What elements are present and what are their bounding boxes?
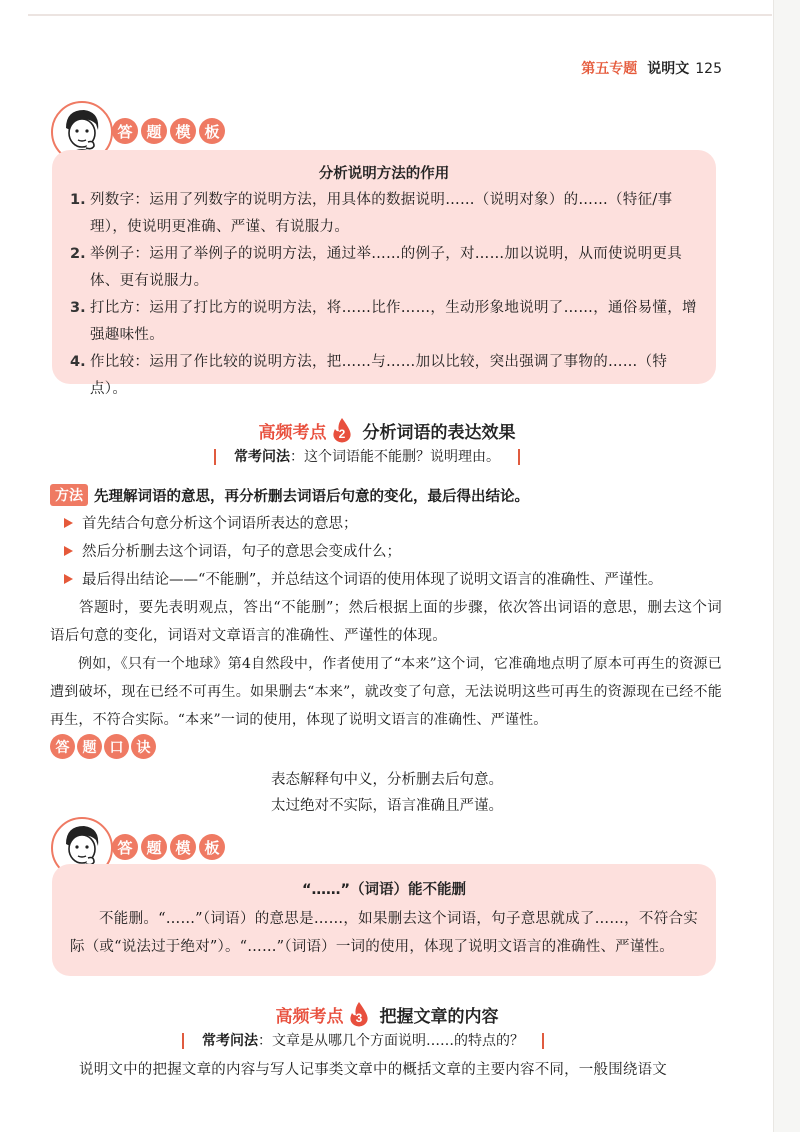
bullet-item: [64, 568, 662, 589]
template-title: 分析说明方法的作用: [318, 166, 450, 182]
item-number: 1.: [70, 192, 86, 208]
key-point-label: 高频考点: [258, 423, 327, 443]
key-point-label: 高频考点: [275, 1007, 344, 1027]
template-item: [70, 295, 698, 349]
page-number: 125: [695, 61, 722, 77]
badge-char: 题: [141, 118, 167, 144]
triangle-bullet-icon: [64, 546, 73, 556]
item-text: 打比方：运用了打比方的说明方法，将……比作……，生动形象地说明了……，通俗易懂，增强趣味性。: [90, 300, 697, 343]
bar-right: [542, 1033, 544, 1049]
flame-icon: [331, 417, 353, 443]
item-number: 2.: [70, 246, 86, 262]
template-box-2: [52, 864, 716, 976]
badge-char: 模: [170, 834, 196, 860]
bullet-text: 然后分析删去这个词语，句子的意思会变成什么；: [82, 544, 401, 560]
key-point-2-heading: [0, 412, 774, 443]
badge-char: 模: [170, 118, 196, 144]
question-label: 常考问法: [234, 449, 290, 465]
key-point-3-heading: [0, 996, 774, 1027]
item-text: 举例子：运用了举例子的说明方法，通过举……的例子，对……加以说明，从而使说明更具体、更有说服力。: [90, 246, 682, 289]
item-number: 4.: [70, 354, 86, 370]
badge-char: 答: [112, 834, 138, 860]
paragraph-example: 例如，《只有一个地球》第4自然段中，作者使用了“本来”这个词，它准确地点明了原本可再生的资源已遭到破坏，现在已经不可再生。如果删去“本来”，就改变了句意，无法说明这些可再生的资源现在已经不能再生，不符合实际。“本来”一词的使用，体现了说明文语言的准确性、严谨性。: [50, 656, 722, 728]
badge-char: 口: [104, 734, 129, 759]
bullet-item: [64, 540, 401, 561]
template-item: [70, 241, 698, 295]
paragraph-content-intro: 说明文中的把握文章的内容与写人记事类文章中的概括文章的主要内容不同，一般围绕语文: [79, 1062, 667, 1078]
method-tag: 方法: [50, 484, 88, 506]
key-point-number: 3: [355, 1011, 362, 1025]
template-box-1: [52, 150, 716, 397]
question-label: 常考问法: [202, 1033, 258, 1049]
paragraph-answer-tip: 答题时，要先表明观点，答出“不能删”；然后根据上面的步骤，依次答出词语的意思，删去这个词语后句意的变化，词语对文章语言的准确性、严谨性的体现。: [50, 600, 722, 644]
top-divider: [28, 14, 772, 16]
badge-char: 板: [199, 834, 225, 860]
bar-left: [182, 1033, 184, 1049]
template-item: [70, 187, 698, 241]
item-text: 作比较：运用了作比较的说明方法，把……与……加以比较，突出强调了事物的……（特点）。: [90, 354, 668, 397]
triangle-bullet-icon: [64, 574, 73, 584]
item-number: 3.: [70, 300, 86, 316]
rhyme-line: 表态解释句中义，分析删去后句意。: [271, 772, 503, 788]
badge-char: 板: [199, 118, 225, 144]
triangle-bullet-icon: [64, 518, 73, 528]
bullet-text: 首先结合句意分析这个词语所表达的意思；: [82, 516, 358, 532]
badge-char: 答: [112, 118, 138, 144]
header-subject: 说明文: [647, 61, 690, 77]
bullet-text: 最后得出结论——“不能删”，并总结这个词语的使用体现了说明文语言的准确性、严谨性。: [82, 572, 663, 588]
question-text: ：文章是从哪几个方面说明……的特点的？: [258, 1033, 524, 1049]
badge-char: 诀: [131, 734, 156, 759]
key-point-title: 把握文章的内容: [379, 1007, 499, 1027]
flame-icon: [348, 1001, 370, 1027]
question-text: ：这个词语能不能删？说明理由。: [290, 449, 500, 465]
rhyme-line: 太过绝对不实际，语言准确且严谨。: [271, 798, 503, 814]
item-text: 列数字：运用了列数字的说明方法，用具体的数据说明……（说明对象）的……（特征/事理），使说明更准确、严谨、有说服力。: [90, 192, 673, 235]
page-header: [581, 58, 722, 78]
bar-left: [214, 449, 216, 465]
key-point-title: 分析词语的表达效果: [362, 423, 516, 443]
page-edge: [773, 0, 800, 1132]
answer-rhyme-badge: [50, 734, 156, 759]
template-text: 不能删。“……”（词语）的意思是……，如果删去这个词语，句子意思就成了……，不符合实际（或“说法过于绝对”）。“……”（词语）一词的使用，体现了说明文语言的准确性、严谨性。: [70, 911, 698, 955]
badge-char: 答: [50, 734, 75, 759]
key-point-number: 2: [338, 427, 345, 441]
common-question-3: [182, 1030, 544, 1050]
method-row: [50, 484, 529, 506]
badge-char: 题: [141, 834, 167, 860]
template-item: [70, 349, 698, 403]
bullet-item: [64, 512, 358, 533]
bar-right: [518, 449, 520, 465]
template-title: “……”（词语）能不能删: [301, 882, 467, 898]
method-text: 先理解词语的意思，再分析删去词语后句意的变化，最后得出结论。: [94, 488, 529, 505]
header-topic: 第五专题: [581, 61, 638, 77]
badge-char: 题: [77, 734, 102, 759]
common-question-2: [214, 446, 520, 466]
